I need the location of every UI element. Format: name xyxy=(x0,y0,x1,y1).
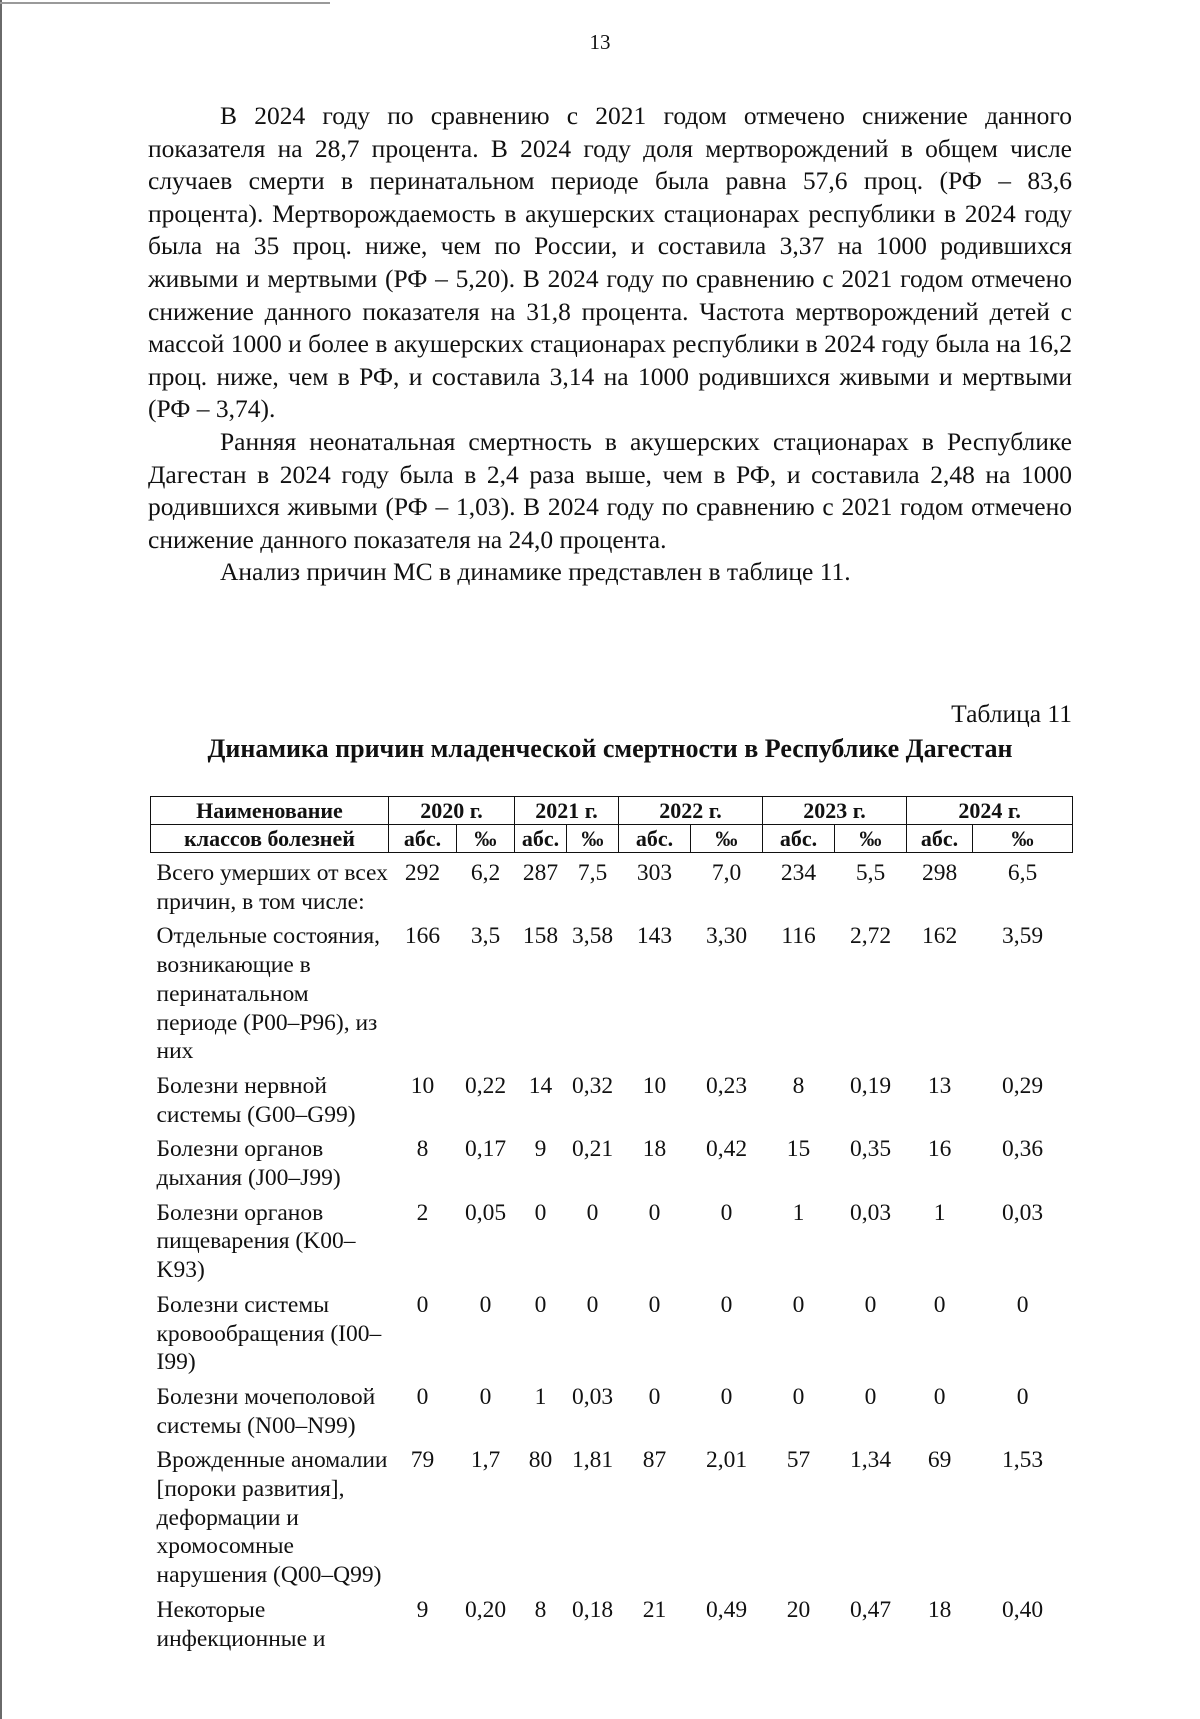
cell-permille: 0,49 xyxy=(705,1596,748,1623)
cell-abs: 15 xyxy=(786,1136,811,1163)
cell-abs: 303 xyxy=(636,860,673,886)
cell-permille: 0,03 xyxy=(1002,1199,1044,1226)
cell-abs: 18 xyxy=(927,1596,952,1623)
cell-abs: 2 xyxy=(416,1199,429,1226)
cell-abs: 0 xyxy=(933,1383,946,1410)
page-number: 13 xyxy=(589,30,611,54)
cell-abs: 143 xyxy=(636,923,673,950)
cell-permille: 0,17 xyxy=(464,1136,507,1163)
column-header-permille: ‰ xyxy=(457,825,515,853)
disease-class-name: Болезни мочеполовой системы (N00–N99) xyxy=(156,1383,376,1439)
cell-permille: 2,01 xyxy=(705,1447,748,1474)
cell-permille: 0,32 xyxy=(571,1072,614,1099)
table-row xyxy=(151,1285,1073,1377)
cell-permille: 0 xyxy=(720,1383,733,1410)
disease-class-name: Врожденные аномалии [пороки развития], деформации и хромосомные нарушения (Q00–Q99) xyxy=(156,1447,388,1589)
table-row xyxy=(151,1440,1073,1590)
disease-class-name: Некоторые инфекционные и xyxy=(156,1596,326,1652)
cell-abs: 0 xyxy=(792,1383,805,1410)
cell-permille: 0,18 xyxy=(571,1596,614,1623)
cell-permille: 0 xyxy=(479,1291,492,1318)
column-header-permille: ‰ xyxy=(973,825,1073,853)
paragraph-1: В 2024 году по сравнению с 2021 годом отмечено снижение данного показателя на 28,7 процента. В 2024 году доля мертворождений в общем числе случаев смерти в перинатальном периоде была равна 57,6 проц. (РФ – 83,6 процента). Мертворождаемость в акушерских стационарах республики в 2024 году была на 35 проц. ниже, чем по России, и составила 3,37 на 1000 родившихся живыми и мертвыми (РФ – 5,20). В 2024 году по сравнению с 2021 годом отмечено снижение данного показателя на 31,8 процента. Частота мертворождений детей с массой 1000 и более в акушерских стационарах республики в 2024 году была на 16,2 проц. ниже, чем в РФ, и составила 3,14 на 1000 родившихся живыми и мертвыми (РФ – 3,74). xyxy=(148,101,1072,424)
cell-abs: 79 xyxy=(410,1447,435,1474)
cell-permille: 0,03 xyxy=(571,1383,614,1410)
cell-permille: 0 xyxy=(479,1383,492,1410)
cell-permille: 0 xyxy=(720,1291,733,1318)
cell-abs: 287 xyxy=(522,860,559,886)
column-header-permille: ‰ xyxy=(567,825,619,853)
mortality-table xyxy=(150,796,1073,1653)
cell-permille: 3,30 xyxy=(705,923,748,950)
cell-abs: 292 xyxy=(404,860,441,886)
scan-top-line xyxy=(0,2,330,4)
paragraph-2: Ранняя неонатальная смертность в акушерских стационарах в Республике Дагестан в 2024 году была в 2,4 раза выше, чем в РФ, и составила 2,48 на 1000 родившихся живыми (РФ – 1,03). В 2024 году по сравнению с 2021 годом отмечено снижение данного показателя на 24,0 процента. xyxy=(148,426,1072,554)
cell-abs: 162 xyxy=(921,923,958,950)
cell-permille: 5,5 xyxy=(855,860,886,886)
cell-abs: 0 xyxy=(648,1291,661,1318)
cell-permille: 0,47 xyxy=(849,1596,892,1623)
cell-abs: 8 xyxy=(416,1136,429,1163)
cell-permille: 0 xyxy=(1016,1291,1029,1318)
column-header-name-line2: классов болезней xyxy=(151,825,389,853)
cell-permille: 0,40 xyxy=(1002,1596,1044,1623)
disease-class-name: Болезни органов пищеварения (K00–K93) xyxy=(156,1199,356,1284)
column-header-permille: ‰ xyxy=(691,825,763,853)
cell-abs: 10 xyxy=(642,1072,667,1099)
cell-abs: 158 xyxy=(522,923,559,950)
cell-permille: 1,34 xyxy=(849,1447,892,1474)
cell-permille: 0 xyxy=(864,1383,877,1410)
column-header-name: Наименование xyxy=(151,797,389,825)
cell-permille: 0,05 xyxy=(464,1199,507,1226)
cell-permille: 7,5 xyxy=(577,860,608,886)
table-title: Динамика причин младенческой смертности в Республике Дагестан xyxy=(207,734,1013,763)
cell-permille: 3,58 xyxy=(571,923,614,950)
cell-permille: 2,72 xyxy=(849,923,892,950)
cell-abs: 10 xyxy=(410,1072,435,1099)
cell-abs: 69 xyxy=(927,1447,952,1474)
cell-permille: 0,19 xyxy=(849,1072,892,1099)
cell-abs: 166 xyxy=(404,923,441,950)
cell-permille: 0,36 xyxy=(1002,1136,1044,1163)
cell-permille: 0,20 xyxy=(464,1596,507,1623)
cell-abs: 1 xyxy=(534,1383,547,1410)
column-header-year-2020: 2020 г. xyxy=(389,797,515,825)
cell-abs: 0 xyxy=(648,1199,661,1226)
table-row xyxy=(151,916,1073,1066)
column-header-abs: абс. xyxy=(763,825,835,853)
cell-permille: 0 xyxy=(720,1199,733,1226)
column-header-abs: абс. xyxy=(619,825,691,853)
cell-abs: 1 xyxy=(933,1199,946,1226)
cell-permille: 6,5 xyxy=(1007,860,1038,886)
body-text xyxy=(148,100,1072,589)
cell-permille: 0 xyxy=(864,1291,877,1318)
column-header-year-2022: 2022 г. xyxy=(619,797,763,825)
column-header-year-2023: 2023 г. xyxy=(763,797,907,825)
cell-permille: 0 xyxy=(1016,1383,1029,1410)
disease-class-name: Болезни органов дыхания (J00–J99) xyxy=(156,1136,341,1192)
table-label: Таблица 11 xyxy=(951,699,1072,728)
cell-permille: 0 xyxy=(586,1291,599,1318)
cell-abs: 16 xyxy=(927,1136,952,1163)
column-header-year-2021: 2021 г. xyxy=(515,797,619,825)
disease-class-name: Отдельные состояния, возникающие в перинатальном периоде (P00–P96), из них xyxy=(156,923,381,1065)
column-header-abs: абс. xyxy=(389,825,457,853)
disease-class-name: Всего умерших от всех причин, в том числе: xyxy=(156,860,388,915)
table-row xyxy=(151,853,1073,917)
cell-abs: 9 xyxy=(534,1136,547,1163)
paragraph-3: Анализ причин МС в динамике представлен в таблице 11. xyxy=(220,557,851,587)
cell-permille: 0,42 xyxy=(705,1136,748,1163)
cell-abs: 9 xyxy=(416,1596,429,1623)
cell-abs: 0 xyxy=(933,1291,946,1318)
cell-permille: 0 xyxy=(586,1199,599,1226)
cell-abs: 0 xyxy=(416,1383,429,1410)
cell-permille: 6,2 xyxy=(470,860,501,886)
cell-permille: 0,21 xyxy=(571,1136,614,1163)
scan-edge-line xyxy=(0,0,2,1719)
table-row xyxy=(151,1129,1073,1192)
cell-abs: 18 xyxy=(642,1136,667,1163)
table-row xyxy=(151,1193,1073,1285)
cell-abs: 0 xyxy=(416,1291,429,1318)
cell-abs: 87 xyxy=(642,1447,667,1474)
cell-abs: 80 xyxy=(528,1447,553,1474)
table-header-row-units xyxy=(151,825,1073,853)
table-header-row-years xyxy=(151,797,1073,825)
disease-class-name: Болезни нервной системы (G00–G99) xyxy=(156,1072,356,1128)
cell-permille: 7,0 xyxy=(711,860,742,886)
cell-abs: 0 xyxy=(792,1291,805,1318)
cell-abs: 57 xyxy=(786,1447,811,1474)
column-header-year-2024: 2024 г. xyxy=(907,797,1073,825)
cell-abs: 14 xyxy=(528,1072,553,1099)
cell-permille: 0,35 xyxy=(849,1136,892,1163)
table-row xyxy=(151,1066,1073,1129)
disease-class-name: Болезни системы кровообращения (I00–I99) xyxy=(156,1291,382,1376)
cell-permille: 0,22 xyxy=(464,1072,507,1099)
column-header-abs: абс. xyxy=(907,825,973,853)
cell-abs: 1 xyxy=(792,1199,805,1226)
cell-abs: 8 xyxy=(534,1596,547,1623)
column-header-permille: ‰ xyxy=(835,825,907,853)
cell-abs: 298 xyxy=(921,860,958,886)
cell-abs: 8 xyxy=(792,1072,805,1099)
cell-abs: 21 xyxy=(642,1596,667,1623)
cell-abs: 116 xyxy=(781,923,816,950)
cell-permille: 0,29 xyxy=(1002,1072,1044,1099)
cell-abs: 20 xyxy=(786,1596,811,1623)
table-row xyxy=(151,1590,1073,1653)
table-body xyxy=(151,853,1073,1654)
cell-permille: 1,53 xyxy=(1002,1447,1044,1474)
table-row xyxy=(151,1377,1073,1440)
cell-permille: 0,03 xyxy=(849,1199,892,1226)
cell-permille: 1,7 xyxy=(470,1447,501,1474)
cell-permille: 0,23 xyxy=(705,1072,748,1099)
cell-abs: 0 xyxy=(534,1199,547,1226)
cell-abs: 0 xyxy=(534,1291,547,1318)
cell-abs: 0 xyxy=(648,1383,661,1410)
cell-abs: 234 xyxy=(780,860,817,886)
cell-permille: 3,5 xyxy=(470,923,501,950)
column-header-abs: абс. xyxy=(515,825,567,853)
cell-permille: 3,59 xyxy=(1002,923,1044,950)
cell-permille: 1,81 xyxy=(571,1447,614,1474)
cell-abs: 13 xyxy=(927,1072,952,1099)
